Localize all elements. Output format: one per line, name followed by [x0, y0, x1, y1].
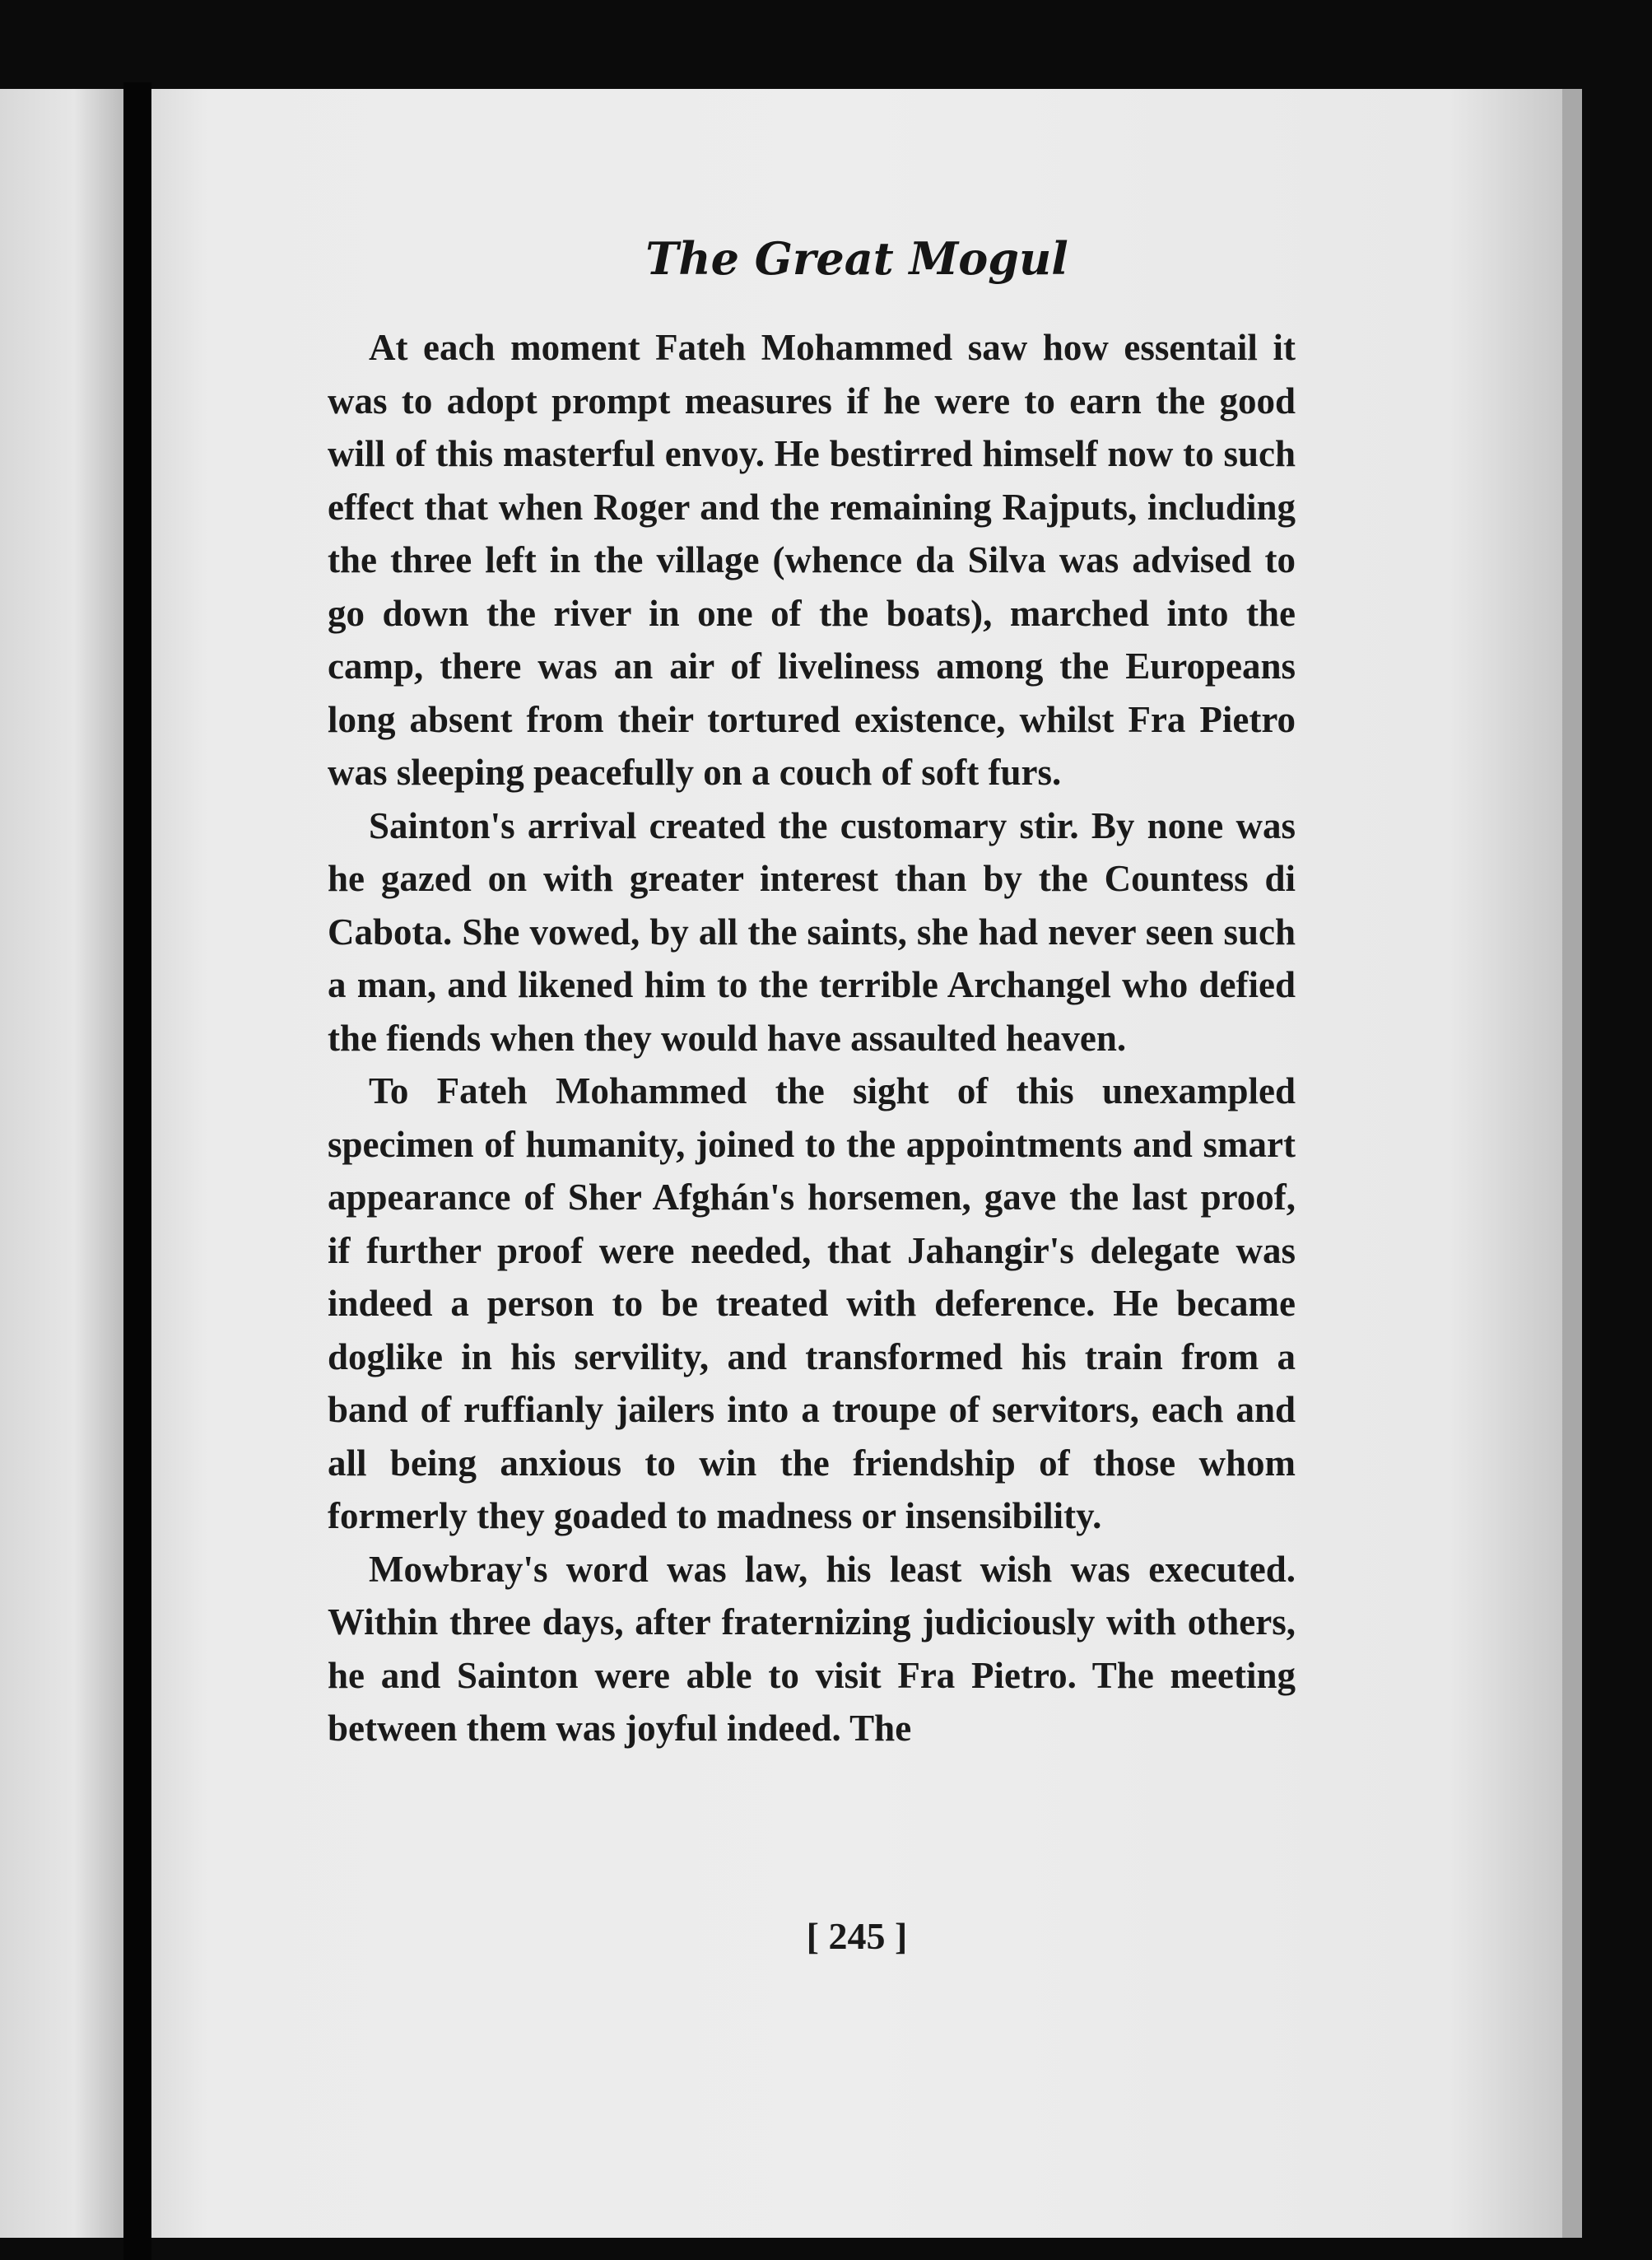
paragraph: At each moment Fateh Mohammed saw how essentail it was to adopt prompt measures if he were to earn the good will of this masterful envoy. He bestirred himself now to such effect that when Roger and the remaining Rajputs, including the three left in the village (whence da Silva was advised to go down the river in one of the boats), marched into the camp, there was an air of liveliness among the Europeans long absent from their tortured existence, whilst Fra Pietro was sleeping peacefully on a couch of soft furs. — [328, 327, 1296, 793]
body-text — [328, 321, 1296, 1755]
paragraph: Sainton's arrival created the customary stir. By none was he gazed on with greater interest than by the Countess di Cabota. She vowed, by all the saints, she had never seen such a man, and likened him to the terrible Archangel who defied the fiends when they would have assaulted heaven. — [328, 804, 1296, 1059]
paragraph: Mowbray's word was law, his least wish was executed. Within three days, after fraternizing judiciously with others, he and Sainton were able to visit Fra Pietro. The meeting between them was joyful indeed. The — [328, 1548, 1296, 1749]
paragraph: To Fateh Mohammed the sight of this unexampled specimen of humanity, joined to the appointments and smart appearance of Sher Afghán's horsemen, gave the last proof, if further proof were needed, that Jahangir's delegate was indeed a person to be treated with deference. He became doglike in his servility, and transformed his train from a band of ruffianly jailers into a troupe of servitors, each and all being anxious to win the friendship of those whom formerly they goaded to madness or insensibility. — [328, 1070, 1296, 1536]
facing-page-edge — [0, 89, 123, 2238]
book-gutter — [123, 82, 151, 2260]
page-edge-shadow — [1562, 89, 1582, 2238]
running-head: The Great Mogul — [645, 232, 1068, 285]
page-number: [ 245 ] — [806, 1915, 908, 1957]
